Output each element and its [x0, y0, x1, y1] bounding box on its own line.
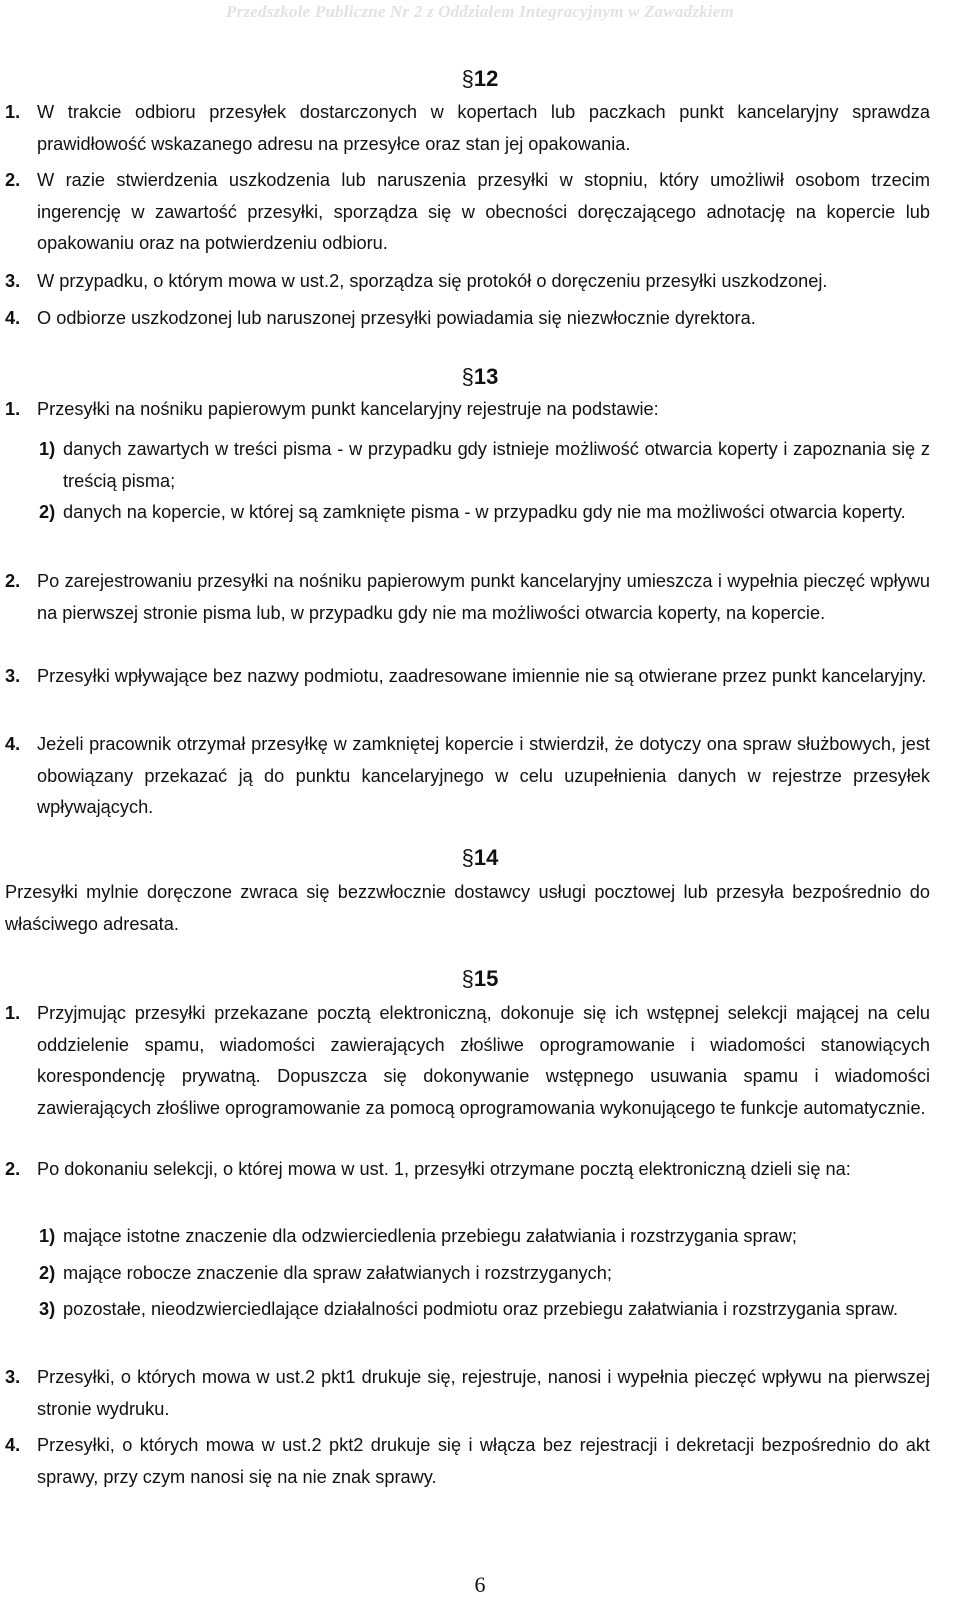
paragraph-15-2: [5, 1154, 930, 1186]
section-number: 13: [473, 364, 499, 389]
section-heading-13: [0, 364, 960, 390]
paragraph-13-3: [5, 661, 930, 693]
paragraph-number: 2.: [5, 571, 21, 591]
paragraph-text: W razie stwierdzenia uszkodzenia lub naruszenia przesyłki w stopniu, który umożliwił osobom trzecim ingerencję w zawartość przesyłki, sporządza się w obecności doręczającego adnotację na kopercie lub opakowaniu oraz na potwierdzeniu odbioru.: [37, 170, 930, 253]
paragraph-text: Po dokonaniu selekcji, o której mowa w ust. 1, przesyłki otrzymane pocztą elektroniczną dzieli się na:: [37, 1159, 851, 1179]
item-text: danych na kopercie, w której są zamknięte pisma - w przypadku gdy nie ma możliwości otwarcia koperty.: [63, 502, 906, 522]
paragraph-number: 1.: [5, 102, 21, 122]
paragraph-number: 4.: [5, 308, 21, 328]
paragraph-text: Przesyłki, o których mowa w ust.2 pkt1 drukuje się, rejestruje, nanosi i wypełnia pieczęć wpływu na pierwszej stronie wydruku.: [37, 1367, 930, 1419]
document-header: Przedszkole Publiczne Nr 2 z Oddziałem Integracyjnym w Zawadzkiem: [226, 2, 734, 21]
section-heading-12: [0, 66, 960, 92]
item-number: 2): [39, 1263, 56, 1283]
paragraph-text: W przypadku, o którym mowa w ust.2, sporządza się protokół o doręczeniu przesyłki uszkodzonej.: [37, 271, 828, 291]
paragraph-15-3: [5, 1362, 930, 1425]
paragraph-13-2: [5, 566, 930, 629]
list-item-13-1-2: [39, 497, 930, 529]
paragraph-number: 3.: [5, 1367, 21, 1387]
paragraph-15-1: [5, 998, 930, 1124]
list-item-13-1-1: [39, 434, 930, 497]
paragraph-text: Przesyłki, o których mowa w ust.2 pkt2 drukuje się i włącza bez rejestracji i dekretacji bezpośrednio do akt sprawy, przy czym nanosi się na nie znak sprawy.: [37, 1435, 930, 1487]
section-symbol: §: [461, 66, 474, 91]
section-number: 14: [473, 845, 499, 870]
item-number: 1): [39, 439, 56, 459]
item-text: pozostałe, nieodzwierciedlające działalności podmiotu oraz przebiegu załatwiania i rozstrzygania spraw.: [63, 1299, 899, 1319]
paragraph-text: W trakcie odbioru przesyłek dostarczonych w kopertach lub paczkach punkt kancelaryjny sprawdza prawidłowość wskazanego adresu na przesyłce oraz stan jej opakowania.: [37, 102, 930, 154]
section-heading-15: [0, 966, 960, 992]
paragraph-number: 4.: [5, 734, 21, 754]
list-item-15-2-3: [39, 1294, 930, 1326]
paragraph-12-4: [5, 303, 930, 335]
page-number: 6: [474, 1572, 486, 1597]
paragraph-13-4: [5, 729, 930, 824]
paragraph-text: Przesyłki wpływające bez nazwy podmiotu, zaadresowane imiennie nie są otwierane przez punkt kancelaryjny.: [37, 666, 927, 686]
list-item-15-2-1: [39, 1221, 930, 1253]
paragraph-12-2: [5, 165, 930, 260]
section-symbol: §: [461, 966, 474, 991]
paragraph-13-1: [5, 394, 930, 426]
section-number: 12: [473, 66, 499, 91]
item-number: 3): [39, 1299, 56, 1319]
paragraph-text: Przesyłki mylnie doręczone zwraca się bezzwłocznie dostawcy usługi pocztowej lub przesyła bezpośrednio do właściwego adresata.: [5, 882, 930, 934]
paragraph-15-4: [5, 1430, 930, 1493]
paragraph-text: Jeżeli pracownik otrzymał przesyłkę w zamkniętej kopercie i stwierdził, że dotyczy ona spraw służbowych, jest obowiązany przekazać ją do punktu kancelaryjnego w celu uzupełnienia danych w rejestrze przesyłek wpływających.: [37, 734, 930, 817]
paragraph-text: Przyjmując przesyłki przekazane pocztą elektroniczną, dokonuje się ich wstępnej selekcji mającej na celu oddzielenie spamu, wiadomości zawierających złośliwe oprogramowanie i wiadomości stanowiących korespondencję prywatną. Dopuszcza się dokonywanie wstępnego usuwania spamu i wiadomości zawierających złośliwe oprogramowanie za pomocą oprogramowania wykonującego te funkcje automatycznie.: [37, 1003, 930, 1118]
item-number: 1): [39, 1226, 56, 1246]
item-text: danych zawartych w treści pisma - w przypadku gdy istnieje możliwość otwarcia koperty i zapoznania się z treścią pisma;: [63, 439, 930, 491]
paragraph-number: 3.: [5, 666, 21, 686]
paragraph-text: Przesyłki na nośniku papierowym punkt kancelaryjny rejestruje na podstawie:: [37, 399, 659, 419]
item-text: mające robocze znaczenie dla spraw załatwianych i rozstrzyganych;: [63, 1263, 612, 1283]
paragraph-12-3: [5, 266, 930, 298]
paragraph-number: 1.: [5, 399, 21, 419]
item-number: 2): [39, 502, 56, 522]
paragraph-number: 4.: [5, 1435, 21, 1455]
paragraph-number: 1.: [5, 1003, 21, 1023]
paragraph-14: [5, 877, 930, 940]
paragraph-number: 2.: [5, 1159, 21, 1179]
paragraph-number: 3.: [5, 271, 21, 291]
paragraph-number: 2.: [5, 170, 21, 190]
list-item-15-2-2: [39, 1258, 930, 1290]
section-symbol: §: [461, 364, 474, 389]
section-number: 15: [473, 966, 499, 991]
paragraph-text: O odbiorze uszkodzonej lub naruszonej przesyłki powiadamia się niezwłocznie dyrektora.: [37, 308, 756, 328]
item-text: mające istotne znaczenie dla odzwierciedlenia przebiegu załatwiania i rozstrzygania spraw;: [63, 1226, 797, 1246]
section-heading-14: [0, 845, 960, 871]
paragraph-12-1: [5, 97, 930, 160]
section-symbol: §: [461, 845, 474, 870]
paragraph-text: Po zarejestrowaniu przesyłki na nośniku papierowym punkt kancelaryjny umieszcza i wypełnia pieczęć wpływu na pierwszej stronie pisma lub, w przypadku gdy nie ma możliwości otwarcia koperty, na kopercie.: [37, 571, 930, 623]
